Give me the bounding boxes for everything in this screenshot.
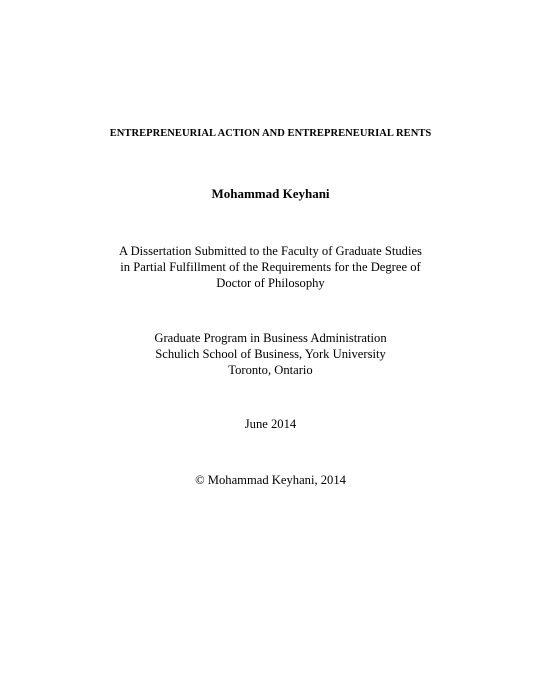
- dissertation-title: ENTREPRENEURIAL ACTION AND ENTREPRENEURIAL RENTS: [109, 128, 432, 139]
- program-line: Schulich School of Business, York University: [155, 347, 386, 361]
- author-name: Mohammad Keyhani: [211, 186, 330, 201]
- degree-statement-line: Doctor of Philosophy: [216, 276, 325, 290]
- program-line: Graduate Program in Business Administration: [154, 331, 387, 345]
- submission-date: June 2014: [244, 417, 297, 431]
- program-line: Toronto, Ontario: [228, 363, 313, 377]
- copyright-notice: © Mohammad Keyhani, 2014: [195, 473, 346, 487]
- program-affiliation: [0, 330, 541, 378]
- degree-statement: [0, 243, 541, 291]
- degree-statement-line: A Dissertation Submitted to the Faculty of Graduate Studies: [119, 244, 422, 258]
- degree-statement-line: in Partial Fulfillment of the Requirements for the Degree of: [120, 260, 421, 274]
